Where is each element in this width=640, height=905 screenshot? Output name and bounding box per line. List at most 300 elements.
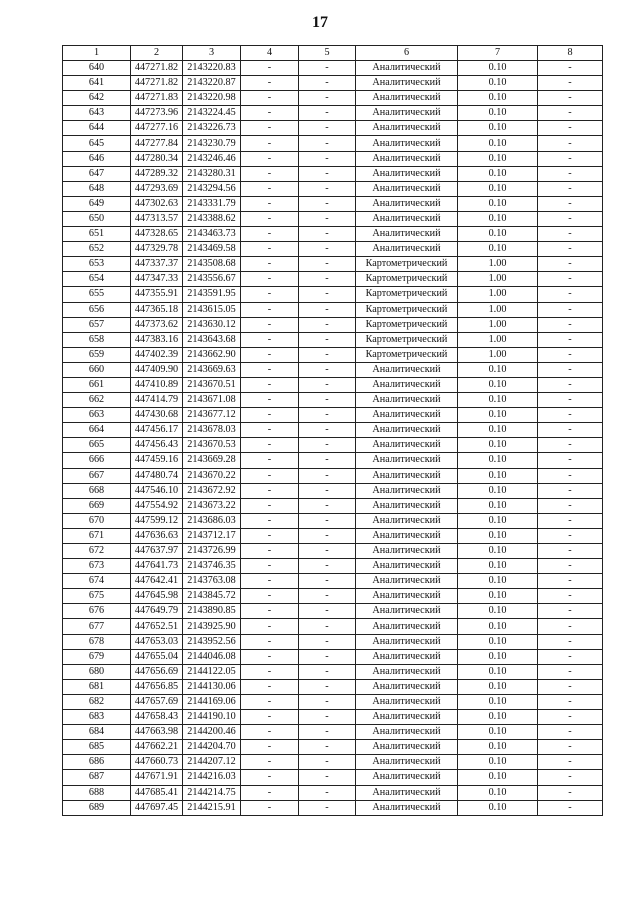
col4-cell: - — [241, 604, 299, 619]
accuracy-cell: 0.10 — [458, 61, 538, 76]
table-row — [63, 423, 603, 438]
col4-cell: - — [241, 800, 299, 815]
method-cell: Аналитический — [356, 453, 458, 468]
accuracy-cell: 0.10 — [458, 574, 538, 589]
point-number-cell: 668 — [63, 483, 131, 498]
y-coordinate-cell: 2143331.79 — [183, 196, 241, 211]
col5-cell: - — [299, 211, 356, 226]
col4-cell: - — [241, 498, 299, 513]
y-coordinate-cell: 2143670.22 — [183, 468, 241, 483]
x-coordinate-cell: 447414.79 — [131, 393, 183, 408]
col8-cell: - — [538, 664, 603, 679]
table-row — [63, 121, 603, 136]
col8-cell: - — [538, 785, 603, 800]
x-coordinate-cell: 447302.63 — [131, 196, 183, 211]
col5-cell: - — [299, 694, 356, 709]
point-number-cell: 673 — [63, 559, 131, 574]
method-cell: Аналитический — [356, 725, 458, 740]
method-cell: Аналитический — [356, 181, 458, 196]
accuracy-cell: 1.00 — [458, 287, 538, 302]
col8-cell: - — [538, 544, 603, 559]
col5-cell: - — [299, 196, 356, 211]
method-cell: Картометрический — [356, 332, 458, 347]
y-coordinate-cell: 2143388.62 — [183, 211, 241, 226]
coordinates-table — [62, 45, 603, 816]
point-number-cell: 656 — [63, 302, 131, 317]
method-cell: Аналитический — [356, 664, 458, 679]
col4-cell: - — [241, 634, 299, 649]
col8-cell: - — [538, 800, 603, 815]
table-header-row — [63, 46, 603, 61]
accuracy-cell: 0.10 — [458, 604, 538, 619]
y-coordinate-cell: 2143670.53 — [183, 438, 241, 453]
point-number-cell: 657 — [63, 317, 131, 332]
x-coordinate-cell: 447410.89 — [131, 377, 183, 392]
method-cell: Аналитический — [356, 619, 458, 634]
x-coordinate-cell: 447649.79 — [131, 604, 183, 619]
col4-cell: - — [241, 468, 299, 483]
accuracy-cell: 0.10 — [458, 483, 538, 498]
method-cell: Аналитический — [356, 755, 458, 770]
table-row — [63, 453, 603, 468]
table-row — [63, 725, 603, 740]
table-row — [63, 770, 603, 785]
y-coordinate-cell: 2143670.51 — [183, 377, 241, 392]
point-number-cell: 680 — [63, 664, 131, 679]
point-number-cell: 660 — [63, 362, 131, 377]
method-cell: Картометрический — [356, 287, 458, 302]
col4-cell: - — [241, 770, 299, 785]
accuracy-cell: 0.10 — [458, 755, 538, 770]
y-coordinate-cell: 2143463.73 — [183, 227, 241, 242]
y-coordinate-cell: 2144046.08 — [183, 649, 241, 664]
col8-cell: - — [538, 61, 603, 76]
accuracy-cell: 1.00 — [458, 272, 538, 287]
y-coordinate-cell: 2143763.08 — [183, 574, 241, 589]
col4-cell: - — [241, 740, 299, 755]
y-coordinate-cell: 2143746.35 — [183, 559, 241, 574]
accuracy-cell: 1.00 — [458, 257, 538, 272]
col8-cell: - — [538, 498, 603, 513]
col8-cell: - — [538, 619, 603, 634]
method-cell: Аналитический — [356, 362, 458, 377]
accuracy-cell: 0.10 — [458, 408, 538, 423]
y-coordinate-cell: 2143669.28 — [183, 453, 241, 468]
point-number-cell: 663 — [63, 408, 131, 423]
x-coordinate-cell: 447554.92 — [131, 498, 183, 513]
col4-cell: - — [241, 121, 299, 136]
method-cell: Аналитический — [356, 679, 458, 694]
col4-cell: - — [241, 151, 299, 166]
table-row — [63, 513, 603, 528]
y-coordinate-cell: 2144215.91 — [183, 800, 241, 815]
col5-cell: - — [299, 710, 356, 725]
column-header-8: 8 — [538, 46, 603, 61]
y-coordinate-cell: 2143686.03 — [183, 513, 241, 528]
table-row — [63, 136, 603, 151]
method-cell: Картометрический — [356, 302, 458, 317]
x-coordinate-cell: 447329.78 — [131, 242, 183, 257]
x-coordinate-cell: 447655.04 — [131, 649, 183, 664]
method-cell: Аналитический — [356, 76, 458, 91]
col4-cell: - — [241, 423, 299, 438]
accuracy-cell: 1.00 — [458, 317, 538, 332]
accuracy-cell: 0.10 — [458, 121, 538, 136]
col5-cell: - — [299, 770, 356, 785]
col4-cell: - — [241, 785, 299, 800]
y-coordinate-cell: 2143508.68 — [183, 257, 241, 272]
point-number-cell: 645 — [63, 136, 131, 151]
point-number-cell: 647 — [63, 166, 131, 181]
point-number-cell: 648 — [63, 181, 131, 196]
method-cell: Аналитический — [356, 634, 458, 649]
point-number-cell: 671 — [63, 528, 131, 543]
y-coordinate-cell: 2143726.99 — [183, 544, 241, 559]
accuracy-cell: 0.10 — [458, 453, 538, 468]
x-coordinate-cell: 447663.98 — [131, 725, 183, 740]
col5-cell: - — [299, 604, 356, 619]
col8-cell: - — [538, 272, 603, 287]
col5-cell: - — [299, 257, 356, 272]
table-row — [63, 393, 603, 408]
x-coordinate-cell: 447480.74 — [131, 468, 183, 483]
table-row — [63, 694, 603, 709]
col5-cell: - — [299, 166, 356, 181]
point-number-cell: 670 — [63, 513, 131, 528]
col5-cell: - — [299, 634, 356, 649]
y-coordinate-cell: 2143672.92 — [183, 483, 241, 498]
table-row — [63, 785, 603, 800]
accuracy-cell: 0.10 — [458, 151, 538, 166]
accuracy-cell: 0.10 — [458, 166, 538, 181]
point-number-cell: 662 — [63, 393, 131, 408]
y-coordinate-cell: 2144200.46 — [183, 725, 241, 740]
column-header-3: 3 — [183, 46, 241, 61]
table-body — [63, 61, 603, 816]
x-coordinate-cell: 447277.16 — [131, 121, 183, 136]
accuracy-cell: 0.10 — [458, 377, 538, 392]
col4-cell: - — [241, 619, 299, 634]
table-row — [63, 227, 603, 242]
col8-cell: - — [538, 513, 603, 528]
table-row — [63, 287, 603, 302]
col8-cell: - — [538, 91, 603, 106]
col8-cell: - — [538, 574, 603, 589]
x-coordinate-cell: 447383.16 — [131, 332, 183, 347]
accuracy-cell: 0.10 — [458, 559, 538, 574]
accuracy-cell: 0.10 — [458, 679, 538, 694]
table-row — [63, 604, 603, 619]
table-row — [63, 362, 603, 377]
table-row — [63, 302, 603, 317]
point-number-cell: 655 — [63, 287, 131, 302]
method-cell: Аналитический — [356, 166, 458, 181]
point-number-cell: 687 — [63, 770, 131, 785]
table-row — [63, 61, 603, 76]
y-coordinate-cell: 2143662.90 — [183, 347, 241, 362]
col4-cell: - — [241, 91, 299, 106]
method-cell: Аналитический — [356, 559, 458, 574]
accuracy-cell: 0.10 — [458, 91, 538, 106]
x-coordinate-cell: 447652.51 — [131, 619, 183, 634]
col4-cell: - — [241, 679, 299, 694]
table-row — [63, 589, 603, 604]
x-coordinate-cell: 447658.43 — [131, 710, 183, 725]
y-coordinate-cell: 2143952.56 — [183, 634, 241, 649]
x-coordinate-cell: 447280.34 — [131, 151, 183, 166]
accuracy-cell: 1.00 — [458, 347, 538, 362]
accuracy-cell: 0.10 — [458, 528, 538, 543]
table-row — [63, 91, 603, 106]
col8-cell: - — [538, 589, 603, 604]
accuracy-cell: 0.10 — [458, 694, 538, 709]
method-cell: Аналитический — [356, 710, 458, 725]
method-cell: Аналитический — [356, 694, 458, 709]
col4-cell: - — [241, 61, 299, 76]
col5-cell: - — [299, 151, 356, 166]
table-row — [63, 800, 603, 815]
col5-cell: - — [299, 423, 356, 438]
col4-cell: - — [241, 166, 299, 181]
point-number-cell: 667 — [63, 468, 131, 483]
col8-cell: - — [538, 347, 603, 362]
method-cell: Картометрический — [356, 257, 458, 272]
col4-cell: - — [241, 302, 299, 317]
table-row — [63, 649, 603, 664]
column-header-7: 7 — [458, 46, 538, 61]
x-coordinate-cell: 447642.41 — [131, 574, 183, 589]
point-number-cell: 679 — [63, 649, 131, 664]
col5-cell: - — [299, 408, 356, 423]
x-coordinate-cell: 447365.18 — [131, 302, 183, 317]
x-coordinate-cell: 447636.63 — [131, 528, 183, 543]
y-coordinate-cell: 2143671.08 — [183, 393, 241, 408]
table-row — [63, 528, 603, 543]
table-row — [63, 679, 603, 694]
accuracy-cell: 0.10 — [458, 362, 538, 377]
point-number-cell: 675 — [63, 589, 131, 604]
col8-cell: - — [538, 438, 603, 453]
point-number-cell: 665 — [63, 438, 131, 453]
col5-cell: - — [299, 513, 356, 528]
table-row — [63, 498, 603, 513]
method-cell: Аналитический — [356, 800, 458, 815]
accuracy-cell: 0.10 — [458, 106, 538, 121]
accuracy-cell: 0.10 — [458, 211, 538, 226]
x-coordinate-cell: 447347.33 — [131, 272, 183, 287]
y-coordinate-cell: 2143643.68 — [183, 332, 241, 347]
accuracy-cell: 0.10 — [458, 619, 538, 634]
point-number-cell: 682 — [63, 694, 131, 709]
x-coordinate-cell: 447273.96 — [131, 106, 183, 121]
method-cell: Аналитический — [356, 136, 458, 151]
col4-cell: - — [241, 196, 299, 211]
col4-cell: - — [241, 408, 299, 423]
x-coordinate-cell: 447671.91 — [131, 770, 183, 785]
col8-cell: - — [538, 181, 603, 196]
col4-cell: - — [241, 242, 299, 257]
col8-cell: - — [538, 317, 603, 332]
y-coordinate-cell: 2144207.12 — [183, 755, 241, 770]
method-cell: Аналитический — [356, 408, 458, 423]
col5-cell: - — [299, 740, 356, 755]
accuracy-cell: 0.10 — [458, 589, 538, 604]
point-number-cell: 652 — [63, 242, 131, 257]
table-row — [63, 257, 603, 272]
x-coordinate-cell: 447641.73 — [131, 559, 183, 574]
table-row — [63, 574, 603, 589]
col5-cell: - — [299, 287, 356, 302]
x-coordinate-cell: 447660.73 — [131, 755, 183, 770]
y-coordinate-cell: 2143220.87 — [183, 76, 241, 91]
point-number-cell: 643 — [63, 106, 131, 121]
col4-cell: - — [241, 574, 299, 589]
col8-cell: - — [538, 377, 603, 392]
col8-cell: - — [538, 710, 603, 725]
point-number-cell: 661 — [63, 377, 131, 392]
y-coordinate-cell: 2144204.70 — [183, 740, 241, 755]
x-coordinate-cell: 447271.82 — [131, 76, 183, 91]
x-coordinate-cell: 447456.43 — [131, 438, 183, 453]
col4-cell: - — [241, 272, 299, 287]
y-coordinate-cell: 2143677.12 — [183, 408, 241, 423]
method-cell: Картометрический — [356, 272, 458, 287]
col4-cell: - — [241, 589, 299, 604]
col8-cell: - — [538, 393, 603, 408]
col5-cell: - — [299, 544, 356, 559]
y-coordinate-cell: 2143220.98 — [183, 91, 241, 106]
col4-cell: - — [241, 377, 299, 392]
y-coordinate-cell: 2143669.63 — [183, 362, 241, 377]
col8-cell: - — [538, 559, 603, 574]
accuracy-cell: 0.10 — [458, 710, 538, 725]
table-row — [63, 544, 603, 559]
col5-cell: - — [299, 76, 356, 91]
method-cell: Аналитический — [356, 513, 458, 528]
method-cell: Аналитический — [356, 121, 458, 136]
y-coordinate-cell: 2144169.06 — [183, 694, 241, 709]
accuracy-cell: 0.10 — [458, 468, 538, 483]
y-coordinate-cell: 2143591.95 — [183, 287, 241, 302]
method-cell: Аналитический — [356, 770, 458, 785]
point-number-cell: 666 — [63, 453, 131, 468]
method-cell: Аналитический — [356, 498, 458, 513]
x-coordinate-cell: 447430.68 — [131, 408, 183, 423]
accuracy-cell: 0.10 — [458, 634, 538, 649]
x-coordinate-cell: 447546.10 — [131, 483, 183, 498]
col8-cell: - — [538, 634, 603, 649]
x-coordinate-cell: 447599.12 — [131, 513, 183, 528]
col5-cell: - — [299, 679, 356, 694]
col8-cell: - — [538, 332, 603, 347]
col5-cell: - — [299, 317, 356, 332]
col4-cell: - — [241, 528, 299, 543]
y-coordinate-cell: 2143673.22 — [183, 498, 241, 513]
col5-cell: - — [299, 106, 356, 121]
accuracy-cell: 1.00 — [458, 332, 538, 347]
y-coordinate-cell: 2143556.67 — [183, 272, 241, 287]
method-cell: Аналитический — [356, 91, 458, 106]
x-coordinate-cell: 447456.17 — [131, 423, 183, 438]
col8-cell: - — [538, 136, 603, 151]
method-cell: Аналитический — [356, 740, 458, 755]
point-number-cell: 642 — [63, 91, 131, 106]
col5-cell: - — [299, 121, 356, 136]
col4-cell: - — [241, 483, 299, 498]
col8-cell: - — [538, 227, 603, 242]
table-row — [63, 317, 603, 332]
point-number-cell: 659 — [63, 347, 131, 362]
point-number-cell: 644 — [63, 121, 131, 136]
accuracy-cell: 0.10 — [458, 544, 538, 559]
accuracy-cell: 0.10 — [458, 785, 538, 800]
point-number-cell: 654 — [63, 272, 131, 287]
col8-cell: - — [538, 694, 603, 709]
accuracy-cell: 0.10 — [458, 242, 538, 257]
table-row — [63, 151, 603, 166]
col4-cell: - — [241, 76, 299, 91]
col5-cell: - — [299, 347, 356, 362]
col8-cell: - — [538, 166, 603, 181]
table-row — [63, 438, 603, 453]
table-row — [63, 347, 603, 362]
table-row — [63, 106, 603, 121]
table-row — [63, 559, 603, 574]
table-row — [63, 408, 603, 423]
x-coordinate-cell: 447409.90 — [131, 362, 183, 377]
col8-cell: - — [538, 121, 603, 136]
page-number: 17 — [312, 14, 328, 31]
col8-cell: - — [538, 740, 603, 755]
y-coordinate-cell: 2143220.83 — [183, 61, 241, 76]
col5-cell: - — [299, 483, 356, 498]
table-row — [63, 166, 603, 181]
x-coordinate-cell: 447637.97 — [131, 544, 183, 559]
accuracy-cell: 0.10 — [458, 423, 538, 438]
x-coordinate-cell: 447313.57 — [131, 211, 183, 226]
col5-cell: - — [299, 528, 356, 543]
table-row — [63, 740, 603, 755]
accuracy-cell: 0.10 — [458, 800, 538, 815]
col4-cell: - — [241, 544, 299, 559]
point-number-cell: 686 — [63, 755, 131, 770]
method-cell: Аналитический — [356, 649, 458, 664]
col5-cell: - — [299, 227, 356, 242]
accuracy-cell: 0.10 — [458, 438, 538, 453]
y-coordinate-cell: 2143224.45 — [183, 106, 241, 121]
accuracy-cell: 0.10 — [458, 393, 538, 408]
method-cell: Аналитический — [356, 393, 458, 408]
table-row — [63, 242, 603, 257]
col4-cell: - — [241, 106, 299, 121]
x-coordinate-cell: 447277.84 — [131, 136, 183, 151]
point-number-cell: 676 — [63, 604, 131, 619]
y-coordinate-cell: 2144190.10 — [183, 710, 241, 725]
col5-cell: - — [299, 468, 356, 483]
point-number-cell: 689 — [63, 800, 131, 815]
method-cell: Аналитический — [356, 589, 458, 604]
table-row — [63, 634, 603, 649]
col4-cell: - — [241, 227, 299, 242]
col5-cell: - — [299, 664, 356, 679]
y-coordinate-cell: 2143712.17 — [183, 528, 241, 543]
y-coordinate-cell: 2143678.03 — [183, 423, 241, 438]
col4-cell: - — [241, 257, 299, 272]
column-header-2: 2 — [131, 46, 183, 61]
col8-cell: - — [538, 257, 603, 272]
method-cell: Аналитический — [356, 544, 458, 559]
col8-cell: - — [538, 679, 603, 694]
